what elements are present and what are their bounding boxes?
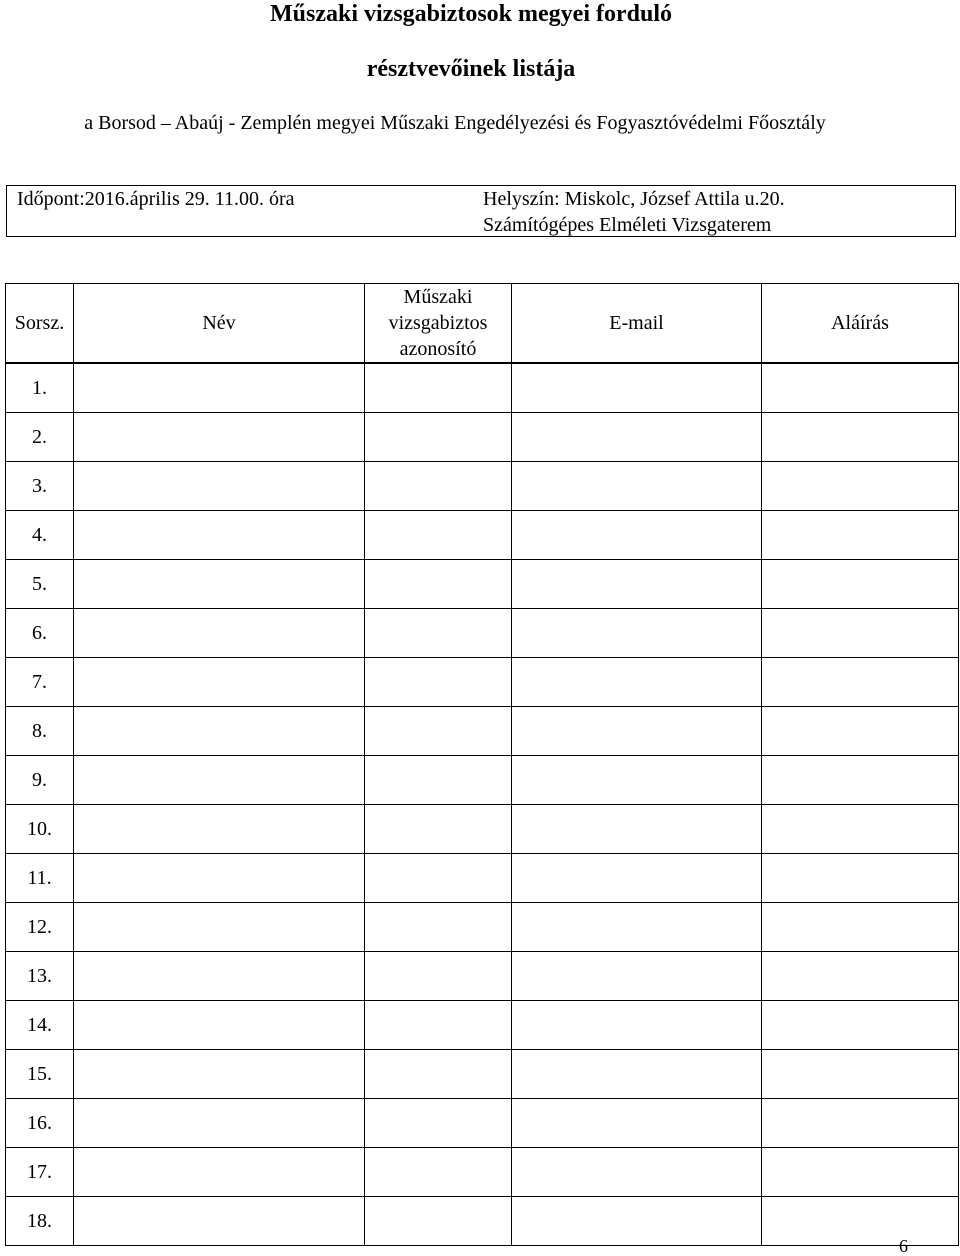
- signature-cell[interactable]: [762, 462, 959, 511]
- inspector-id-cell[interactable]: [365, 363, 512, 413]
- signature-cell[interactable]: [762, 1001, 959, 1050]
- name-cell[interactable]: [74, 609, 365, 658]
- name-cell[interactable]: [74, 805, 365, 854]
- row-number: 9.: [6, 756, 74, 805]
- column-header-inspector-id: Műszaki vizsgabiztos azonosító: [365, 284, 512, 364]
- row-number: 11.: [6, 854, 74, 903]
- inspector-id-cell[interactable]: [365, 903, 512, 952]
- signature-cell[interactable]: [762, 1148, 959, 1197]
- row-number: 12.: [6, 903, 74, 952]
- signature-cell[interactable]: [762, 609, 959, 658]
- row-number: 10.: [6, 805, 74, 854]
- row-number: 4.: [6, 511, 74, 560]
- signature-cell[interactable]: [762, 805, 959, 854]
- email-cell[interactable]: [512, 707, 762, 756]
- row-number: 6.: [6, 609, 74, 658]
- name-cell[interactable]: [74, 413, 365, 462]
- signature-cell[interactable]: [762, 511, 959, 560]
- inspector-id-cell[interactable]: [365, 1197, 512, 1246]
- event-location: [483, 186, 785, 238]
- inspector-id-cell[interactable]: [365, 952, 512, 1001]
- inspector-id-cell[interactable]: [365, 805, 512, 854]
- table-row: [6, 560, 959, 609]
- inspector-id-cell[interactable]: [365, 1148, 512, 1197]
- signature-cell[interactable]: [762, 756, 959, 805]
- table-row: [6, 756, 959, 805]
- email-cell[interactable]: [512, 560, 762, 609]
- name-cell[interactable]: [74, 1148, 365, 1197]
- signature-cell[interactable]: [762, 1050, 959, 1099]
- name-cell[interactable]: [74, 511, 365, 560]
- event-info-box: [6, 185, 956, 237]
- organizer-line: a Borsod – Abaúj - Zemplén megyei Műszaki Engedélyezési és Fogyasztóvédelmi Főosztály: [84, 112, 826, 134]
- column-header-name: Név: [74, 284, 365, 364]
- inspector-id-cell[interactable]: [365, 560, 512, 609]
- email-cell[interactable]: [512, 1148, 762, 1197]
- row-number: 2.: [6, 413, 74, 462]
- row-number: 3.: [6, 462, 74, 511]
- signature-cell[interactable]: [762, 658, 959, 707]
- name-cell[interactable]: [74, 1099, 365, 1148]
- table-row: [6, 854, 959, 903]
- email-cell[interactable]: [512, 1001, 762, 1050]
- name-cell[interactable]: [74, 658, 365, 707]
- name-cell[interactable]: [74, 363, 365, 413]
- column-header-number: Sorsz.: [6, 284, 74, 364]
- table-row: [6, 1197, 959, 1246]
- row-number: 5.: [6, 560, 74, 609]
- inspector-id-cell[interactable]: [365, 854, 512, 903]
- email-cell[interactable]: [512, 805, 762, 854]
- name-cell[interactable]: [74, 1001, 365, 1050]
- table-row: [6, 658, 959, 707]
- inspector-id-cell[interactable]: [365, 1099, 512, 1148]
- email-cell[interactable]: [512, 1050, 762, 1099]
- table-row: [6, 413, 959, 462]
- email-cell[interactable]: [512, 363, 762, 413]
- inspector-id-cell[interactable]: [365, 707, 512, 756]
- name-cell[interactable]: [74, 462, 365, 511]
- signature-cell[interactable]: [762, 707, 959, 756]
- signature-cell[interactable]: [762, 413, 959, 462]
- table-row: [6, 363, 959, 413]
- row-number: 18.: [6, 1197, 74, 1246]
- document-title-line2: résztvevőinek listája: [366, 56, 576, 82]
- email-cell[interactable]: [512, 413, 762, 462]
- event-time: Időpont:2016.április 29. 11.00. óra: [17, 188, 295, 210]
- row-number: 8.: [6, 707, 74, 756]
- table-row: [6, 609, 959, 658]
- row-number: 7.: [6, 658, 74, 707]
- email-cell[interactable]: [512, 756, 762, 805]
- inspector-id-cell[interactable]: [365, 756, 512, 805]
- email-cell[interactable]: [512, 658, 762, 707]
- row-number: 1.: [6, 363, 74, 413]
- location-address: Helyszín: Miskolc, József Attila u.20.: [483, 188, 785, 210]
- inspector-id-cell[interactable]: [365, 609, 512, 658]
- email-cell[interactable]: [512, 511, 762, 560]
- name-cell[interactable]: [74, 1197, 365, 1246]
- inspector-id-cell[interactable]: [365, 413, 512, 462]
- inspector-id-cell[interactable]: [365, 1050, 512, 1099]
- row-number: 16.: [6, 1099, 74, 1148]
- signature-cell[interactable]: [762, 952, 959, 1001]
- table-row: [6, 707, 959, 756]
- row-number: 13.: [6, 952, 74, 1001]
- name-cell[interactable]: [74, 952, 365, 1001]
- participant-rows: [6, 363, 959, 1246]
- name-cell[interactable]: [74, 1050, 365, 1099]
- email-cell[interactable]: [512, 903, 762, 952]
- table-row: [6, 1001, 959, 1050]
- row-number: 14.: [6, 1001, 74, 1050]
- name-cell[interactable]: [74, 903, 365, 952]
- row-number: 17.: [6, 1148, 74, 1197]
- name-cell[interactable]: [74, 854, 365, 903]
- signature-cell[interactable]: [762, 560, 959, 609]
- row-number: 15.: [6, 1050, 74, 1099]
- table-header-row: [6, 284, 959, 364]
- name-cell[interactable]: [74, 560, 365, 609]
- table-row: [6, 903, 959, 952]
- signature-cell[interactable]: [762, 854, 959, 903]
- email-cell[interactable]: [512, 1099, 762, 1148]
- signature-cell[interactable]: [762, 903, 959, 952]
- inspector-id-cell[interactable]: [365, 462, 512, 511]
- location-room: Számítógépes Elméleti Vizsgaterem: [483, 214, 772, 236]
- email-cell[interactable]: [512, 1197, 762, 1246]
- inspector-id-cell[interactable]: [365, 511, 512, 560]
- table-row: [6, 1148, 959, 1197]
- email-cell[interactable]: [512, 609, 762, 658]
- signature-cell[interactable]: [762, 1099, 959, 1148]
- table-row: [6, 511, 959, 560]
- table-row: [6, 1099, 959, 1148]
- email-cell[interactable]: [512, 952, 762, 1001]
- participant-table: [5, 283, 959, 1246]
- document-title: Műszaki vizsgabiztosok megyei forduló: [270, 1, 672, 27]
- table-row: [6, 1050, 959, 1099]
- name-cell[interactable]: [74, 707, 365, 756]
- table-row: [6, 462, 959, 511]
- column-header-email: E-mail: [512, 284, 762, 364]
- inspector-id-cell[interactable]: [365, 1001, 512, 1050]
- table-row: [6, 952, 959, 1001]
- email-cell[interactable]: [512, 854, 762, 903]
- name-cell[interactable]: [74, 756, 365, 805]
- signature-cell[interactable]: [762, 363, 959, 413]
- signature-cell[interactable]: [762, 1197, 959, 1246]
- table-row: [6, 805, 959, 854]
- page-number: 6: [899, 1236, 908, 1256]
- column-header-signature: Aláírás: [762, 284, 959, 364]
- inspector-id-cell[interactable]: [365, 658, 512, 707]
- email-cell[interactable]: [512, 462, 762, 511]
